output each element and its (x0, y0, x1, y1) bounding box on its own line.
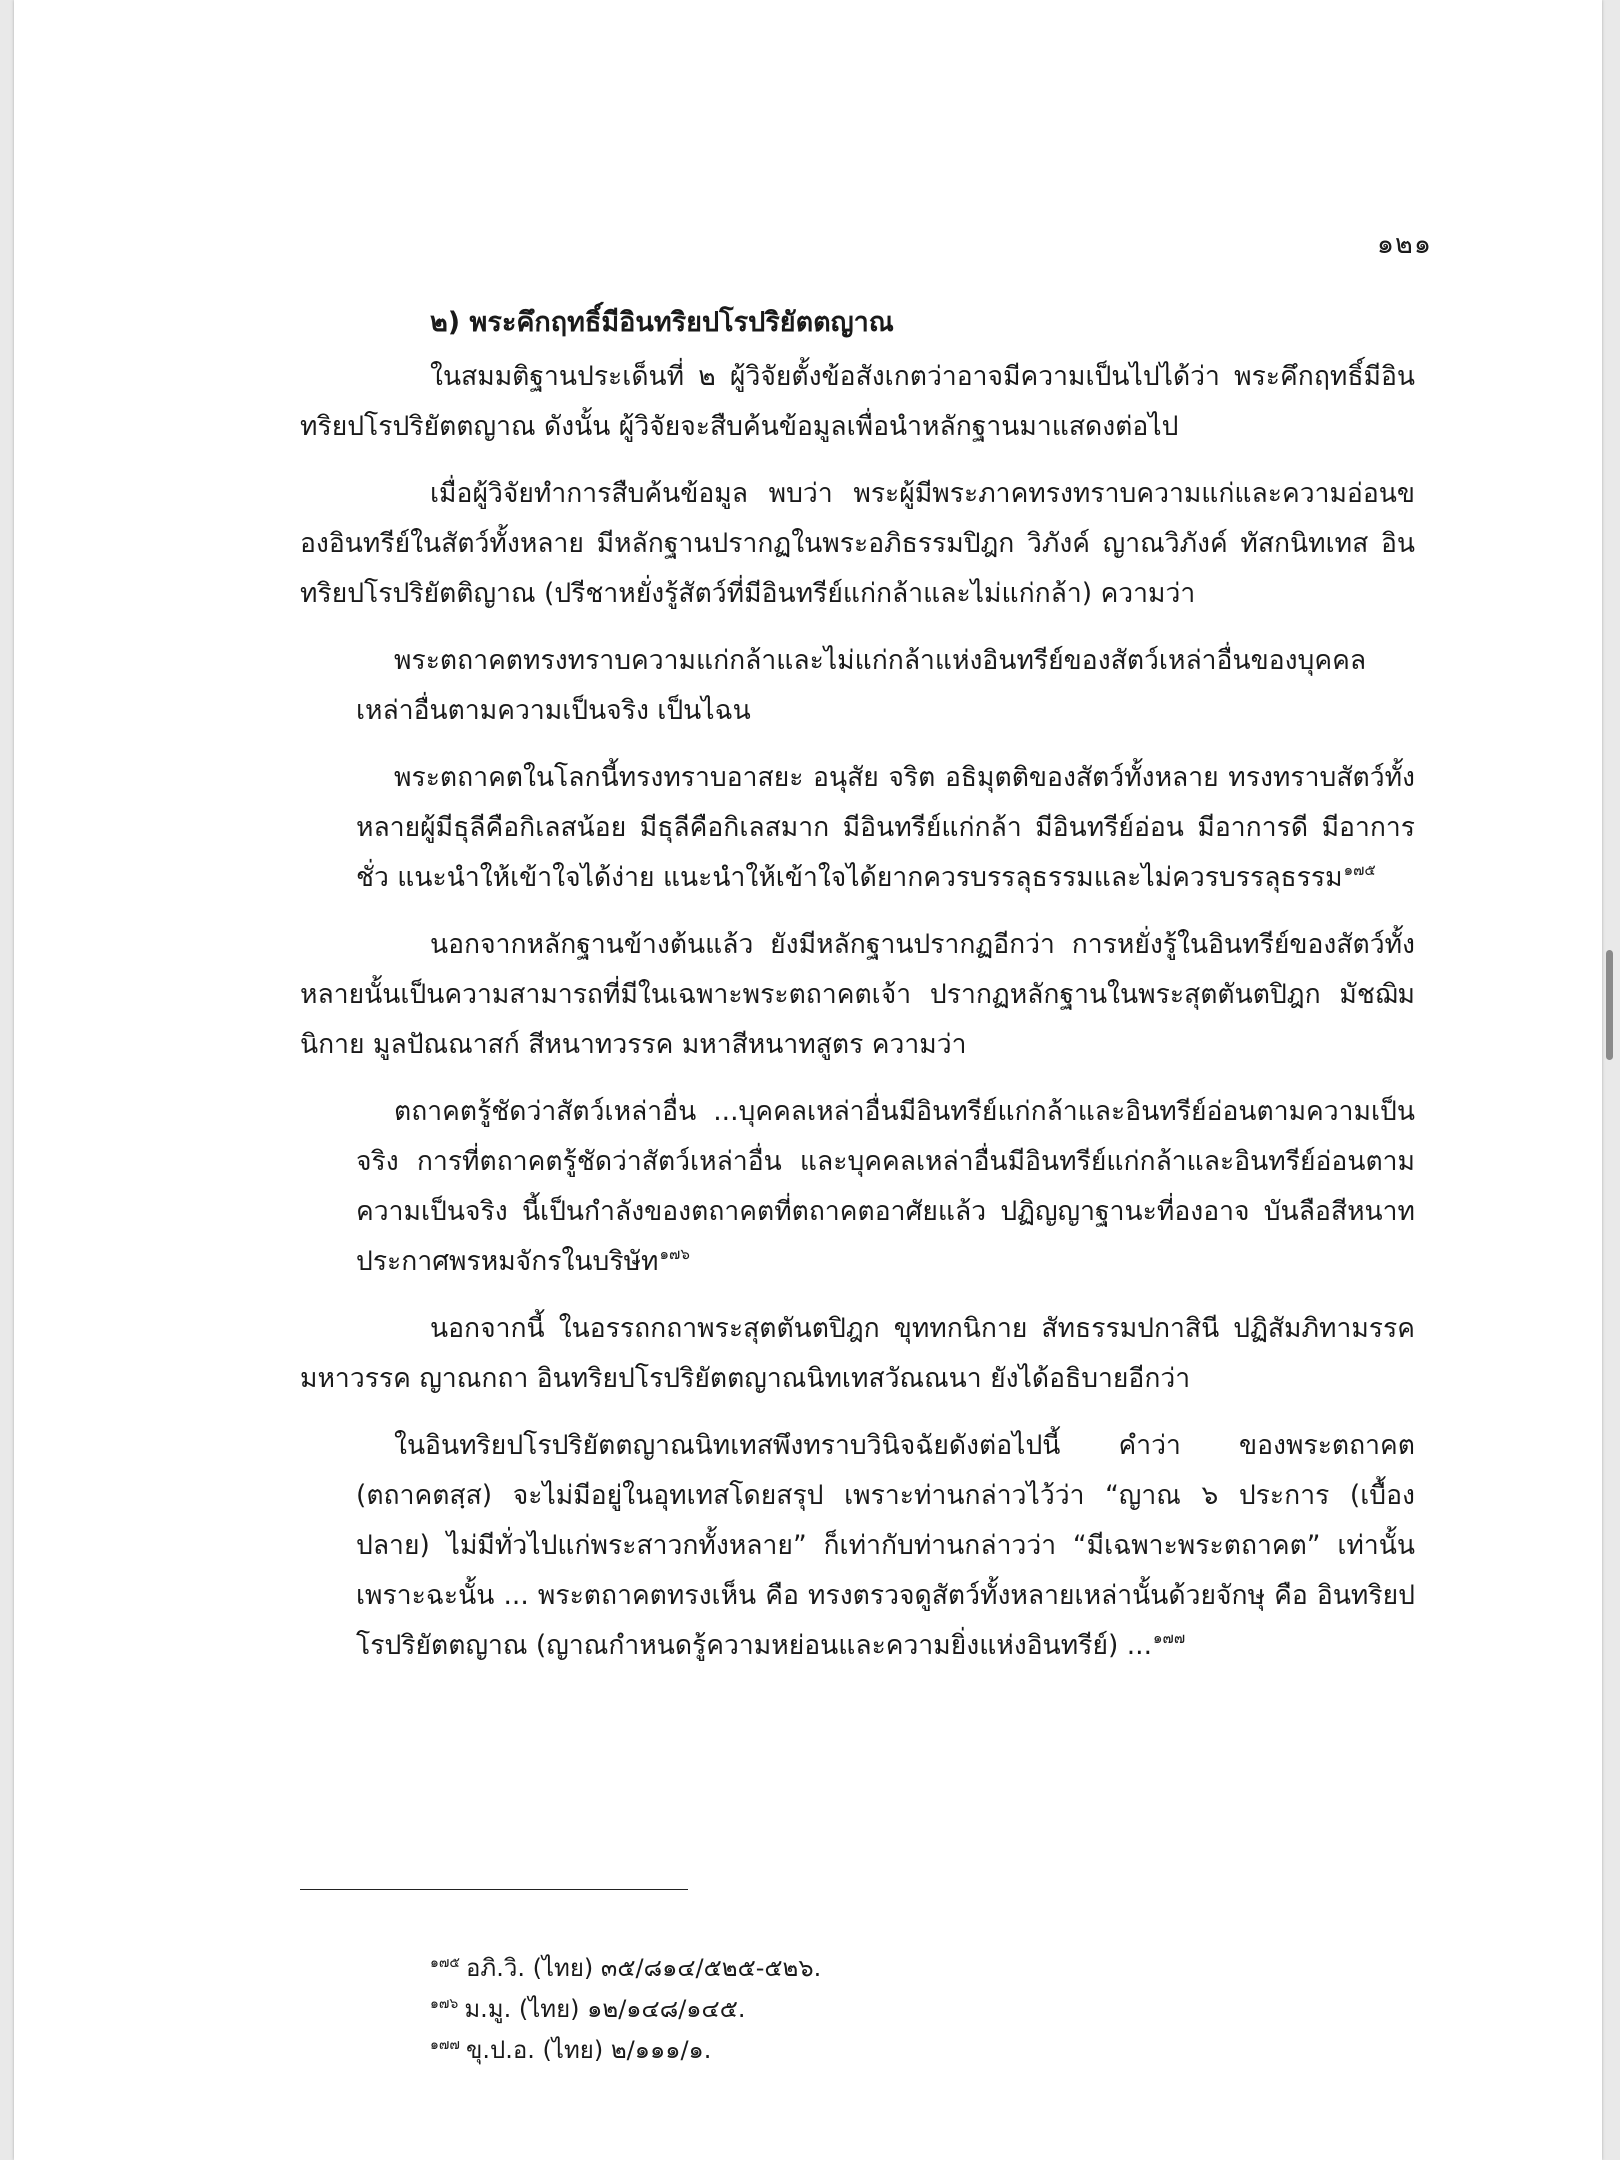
scrollbar-thumb[interactable] (1606, 950, 1613, 1060)
document-body (300, 298, 1415, 1688)
footnote-marker[interactable]: ๑๗๖ (659, 1245, 690, 1263)
paragraph-text: นอกจากนี้ ในอรรถกถาพระสุตตันตปิฎก ขุททกนิกาย สัทธรรมปกาสินี ปฏิสัมภิทามรรค มหาวรรค ญาณกถา อินทริยปโรปริยัตตญาณนิทเทสวัณณนา ยังได้อธิบายอีกว่า (300, 1313, 1415, 1394)
footnote-number: ๑๗๖ (430, 1996, 459, 2012)
quote-commentary (300, 1421, 1415, 1671)
footnote-item (430, 2030, 821, 2071)
footnote-item (430, 1989, 821, 2030)
quote-text: ในอินทริยปโรปริยัตตญาณนิทเทสพึงทราบวินิจฉัยดังต่อไปนี้ คำว่า ของพระตถาคต (ตถาคตสฺส) จะไม่มีอยู่ในอุทเทสโดยสรุป เพราะท่านกล่าวไว้ว่า “ญาณ ๖ ประการ (เบื้องปลาย) ไม่มีทั่วไปแก่พระสาวกทั้งหลาย” ก็เท่ากับท่านกล่าวว่า “มีเฉพาะพระตถาคต” เท่านั้น เพราะฉะนั้น ... พระตถาคตทรงเห็น คือ ทรงตรวจดูสัตว์ทั้งหลายเหล่านั้นด้วยจักษุ คือ อินทริยปโรปริยัตตญาณ (ญาณกำหนดรู้ความหย่อนและความยิ่งแห่งอินทรีย์) ... (356, 1430, 1415, 1661)
quote-mahasihanada (300, 1087, 1415, 1287)
footnote-text: ขุ.ป.อ. (ไทย) ๒/๑๑๑/๑. (465, 2036, 712, 2064)
paragraph-hypothesis (300, 352, 1415, 452)
footnote-divider (300, 1889, 688, 1890)
page-number: ๑๒๑ (1376, 229, 1432, 260)
quote-vibhanga-1 (300, 636, 1415, 736)
footnote-marker[interactable]: ๑๗๕ (1343, 861, 1376, 879)
quote-text: ตถาคตรู้ชัดว่าสัตว์เหล่าอื่น ...บุคคลเหล่าอื่นมีอินทรีย์แก่กล้าและอินทรีย์อ่อนตามความเป็นจริง การที่ตถาคตรู้ชัดว่าสัตว์เหล่าอื่น และบุคคลเหล่าอื่นมีอินทรีย์แก่กล้าและอินทรีย์อ่อนตามความเป็นจริง นี้เป็นกำลังของตถาคตที่ตถาคตอาศัยแล้ว ปฏิญญาฐานะที่องอาจ บันลือสีหนาทประกาศพรหมจักรในบริษัท (356, 1096, 1415, 1277)
footnote-item (430, 1948, 821, 1989)
paragraph-finding (300, 469, 1415, 619)
footnote-text: อภิ.วิ. (ไทย) ๓๕/๘๑๔/๕๒๕-๕๒๖. (466, 1954, 822, 1982)
footnotes (430, 1948, 821, 2071)
quote-text: พระตถาคตในโลกนี้ทรงทราบอาสยะ อนุสัย จริต อธิมุตติของสัตว์ทั้งหลาย ทรงทราบสัตว์ทั้งหลายผู้มีธุลีคือกิเลสน้อย มีธุลีคือกิเลสมาก มีอินทรีย์แก่กล้า มีอินทรีย์อ่อน มีอาการดี มีอาการชั่ว แนะนำให้เข้าใจได้ง่าย แนะนำให้เข้าใจได้ยากควรบรรลุธรรมและไม่ควรบรรลุธรรม (356, 762, 1415, 893)
paragraph-evidence (300, 920, 1415, 1070)
paragraph-text: นอกจากหลักฐานข้างต้นแล้ว ยังมีหลักฐานปรากฏอีกว่า การหยั่งรู้ในอินทรีย์ของสัตว์ทั้งหลายนั้นเป็นความสามารถที่มีในเฉพาะพระตถาคตเจ้า ปรากฏหลักฐานในพระสุตตันตปิฎก มัชฌิมนิกาย มูลปัณณาสก์ สีหนาทวรรค มหาสีหนาทสูตร ความว่า (300, 929, 1415, 1060)
section-heading: ๒) พระคึกฤทธิ์มีอินทริยปโรปริยัตตญาณ (430, 307, 894, 338)
footnote-text: ม.มู. (ไทย) ๑๒/๑๔๘/๑๔๕. (464, 1995, 746, 2023)
quote-vibhanga-2 (300, 753, 1415, 903)
paragraph-text: ในสมมติฐานประเด็นที่ ๒ ผู้วิจัยตั้งข้อสังเกตว่าอาจมีความเป็นไปได้ว่า พระคึกฤทธิ์มีอินทริยปโรปริยัตตญาณ ดังนั้น ผู้วิจัยจะสืบค้นข้อมูลเพื่อนำหลักฐานมาแสดงต่อไป (300, 361, 1415, 442)
paragraph-text: เมื่อผู้วิจัยทำการสืบค้นข้อมูล พบว่า พระผู้มีพระภาคทรงทราบความแก่และความอ่อนของอินทรีย์ในสัตว์ทั้งหลาย มีหลักฐานปรากฏในพระอภิธรรมปิฎก วิภังค์ ญาณวิภังค์ ทัสกนิทเทส อินทริยปโรปริยัตติญาณ (ปรีชาหยั่งรู้สัตว์ที่มีอินทรีย์แก่กล้าและไม่แก่กล้า) ความว่า (300, 478, 1415, 609)
footnote-marker[interactable]: ๑๗๗ (1153, 1629, 1186, 1647)
paragraph-commentary (300, 1304, 1415, 1404)
quote-text: พระตถาคตทรงทราบความแก่กล้าและไม่แก่กล้าแห่งอินทรีย์ของสัตว์เหล่าอื่นของบุคคลเหล่าอื่นตามความเป็นจริง เป็นไฉน (356, 645, 1367, 726)
footnote-number: ๑๗๗ (430, 2037, 460, 2053)
footnote-number: ๑๗๕ (430, 1955, 461, 1971)
